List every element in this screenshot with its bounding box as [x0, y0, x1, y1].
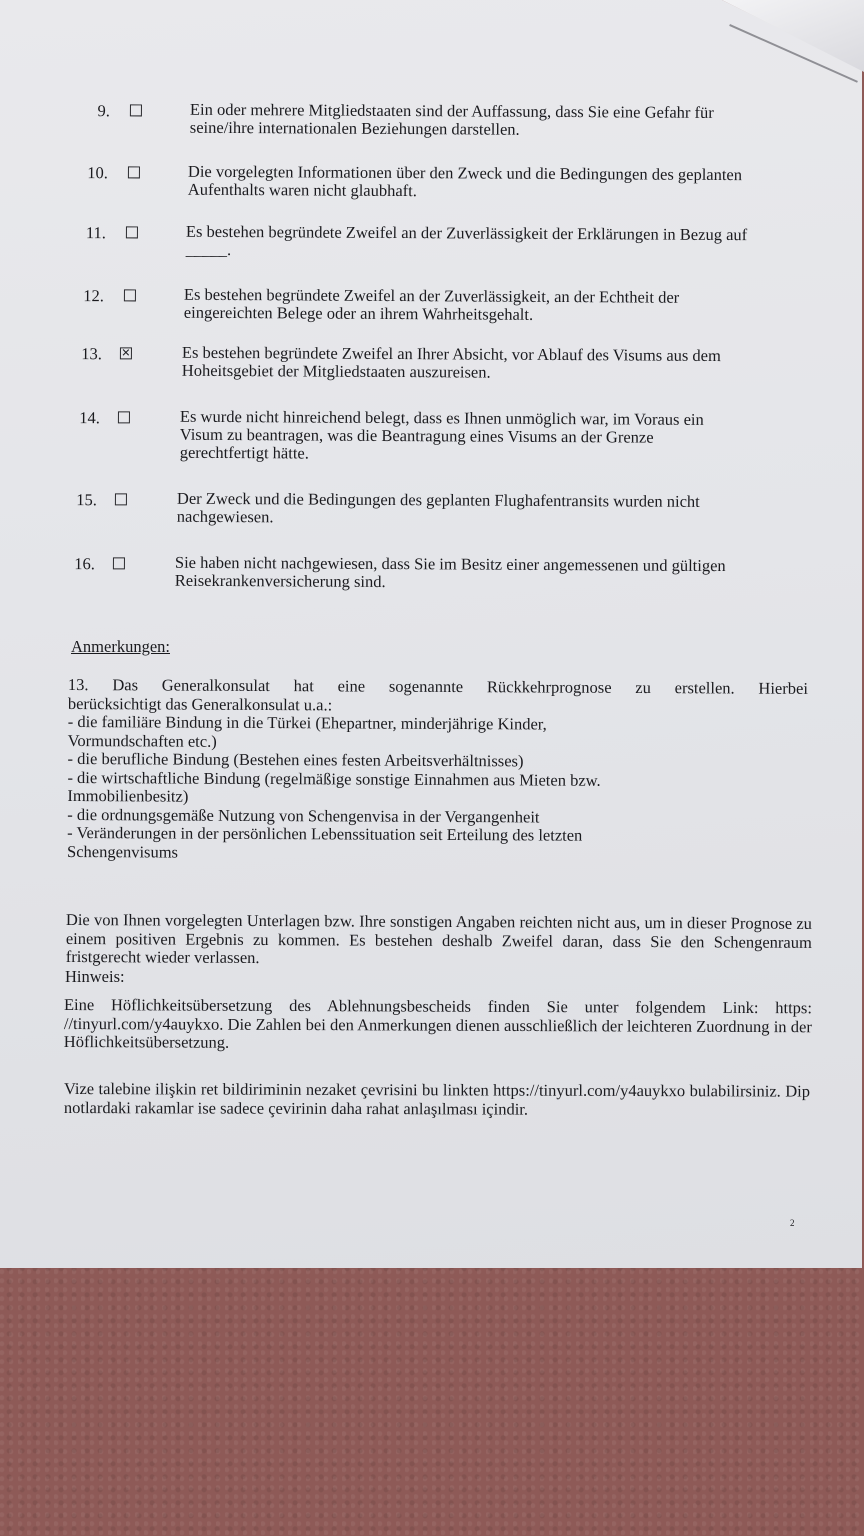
reason-text: Es wurde nicht hinreichend belegt, dass es Ihnen unmöglich war, im Voraus ein Visum zu beantragen, was die Beantragung eines Visums an der Grenze gerechtfertigt hätte.: [179, 406, 704, 463]
hint-paragraph: Eine Höflichkeitsübersetzung des Ablehnungsbescheids finden Sie unter folgendem Link: https: //tinyurl.com/y4auykxo. Die Zahlen bei den Anmerkungen dienen ausschließlich der leichteren Zuordnung in der Höflichkeitsübersetzung.: [63, 995, 812, 1052]
reason-text: Es bestehen begründete Zweifel an Ihrer Absicht, vor Ablauf des Visums aus dem Hoheitsgebiet der Mitgliedstaaten auszureisen.: [181, 342, 721, 382]
remarks-heading: Anmerkungen:: [71, 637, 170, 656]
remarks-paragraph-1: 13. Das Generalkonsulat hat eine sogenannte Rückkehrprognose zu erstellen. Hierbei berücksichtigt das Generalkonsulat u.a.: - die familiäre Bindung in die Türkei (Ehepartner, minderjährige Kinder, Vormundschaften etc.) - die berufliche Bindung (Bestehen eines festen Arbeitsverhältnisses) - die wirtschaftliche Bindung (regelmäßige sonstige Einnahmen aus Mieten bzw. Immobilienbesitz) - die ordnungsgemäße Nutzung von Schengenvisa in der Vergangenheit - Veränderungen in der persönlichen Lebenssituation seit Erteilung des letzten Schengenvisums: [67, 675, 808, 862]
reason-number: 13.: [81, 344, 102, 364]
reason-checkbox[interactable]: [113, 557, 125, 569]
page-number: 2: [790, 1218, 795, 1228]
reason-text: Der Zweck und die Bedingungen des geplanten Flughafentransits wurden nicht nachgewiesen.: [176, 488, 700, 527]
reason-text: Die vorgelegten Informationen über den Zweck und die Bedingungen des geplanten Aufenthalts waren nicht glaubhaft.: [187, 161, 743, 201]
reason-checkbox[interactable]: [115, 493, 127, 505]
reason-number: 12.: [83, 286, 104, 306]
reason-text: Es bestehen begründete Zweifel an der Zuverlässigkeit, an der Echtheit der eingereichten Belege oder an ihrem Wahrheitsgehalt.: [183, 284, 680, 324]
reason-checkbox[interactable]: [130, 104, 142, 116]
reason-number: 16.: [74, 554, 95, 574]
reason-number: 11.: [85, 223, 106, 243]
reason-number: 14.: [79, 408, 100, 428]
turkish-note-paragraph: Vize talebine ilişkin ret bildiriminin nezaket çevrisini bu linkten https://tinyurl.com/y4auykxo bulabilirsiniz. Dip notlardaki rakamlar ise sadece çevirinin daha rahat anlaşılması içindir.: [63, 1079, 810, 1119]
reason-text: Ein oder mehrere Mitgliedstaaten sind der Auffassung, dass Sie eine Gefahr für seine/ihre internationalen Beziehungen darstellen.: [189, 99, 714, 139]
reason-text: Es bestehen begründete Zweifel an der Zuverlässigkeit der Erklärungen in Bezug auf _____.: [185, 221, 748, 260]
hint-label: Hinweis:: [65, 967, 125, 986]
reason-checkbox[interactable]: [126, 226, 138, 238]
reason-checkbox[interactable]: [118, 411, 130, 423]
reason-checkbox[interactable]: [128, 166, 140, 178]
reason-checkbox[interactable]: [124, 289, 136, 301]
reason-number: 15.: [76, 490, 97, 510]
reason-number: 9.: [97, 101, 110, 121]
reason-checkbox-checked[interactable]: ✕: [121, 346, 131, 360]
reason-text: Sie haben nicht nachgewiesen, dass Sie im Besitz einer angemessenen und gültigen Reisekrankenversicherung sind.: [174, 552, 726, 592]
remarks-paragraph-2: Die von Ihnen vorgelegten Unterlagen bzw. Ihre sonstigen Angaben reichten nicht aus, um in dieser Prognose zu einem positiven Ergebnis zu kommen. Es bestehen deshalb Zweifel daran, dass Sie den Schengenraum fristgerecht wieder verlassen.: [65, 910, 812, 968]
reason-number: 10.: [87, 163, 108, 183]
